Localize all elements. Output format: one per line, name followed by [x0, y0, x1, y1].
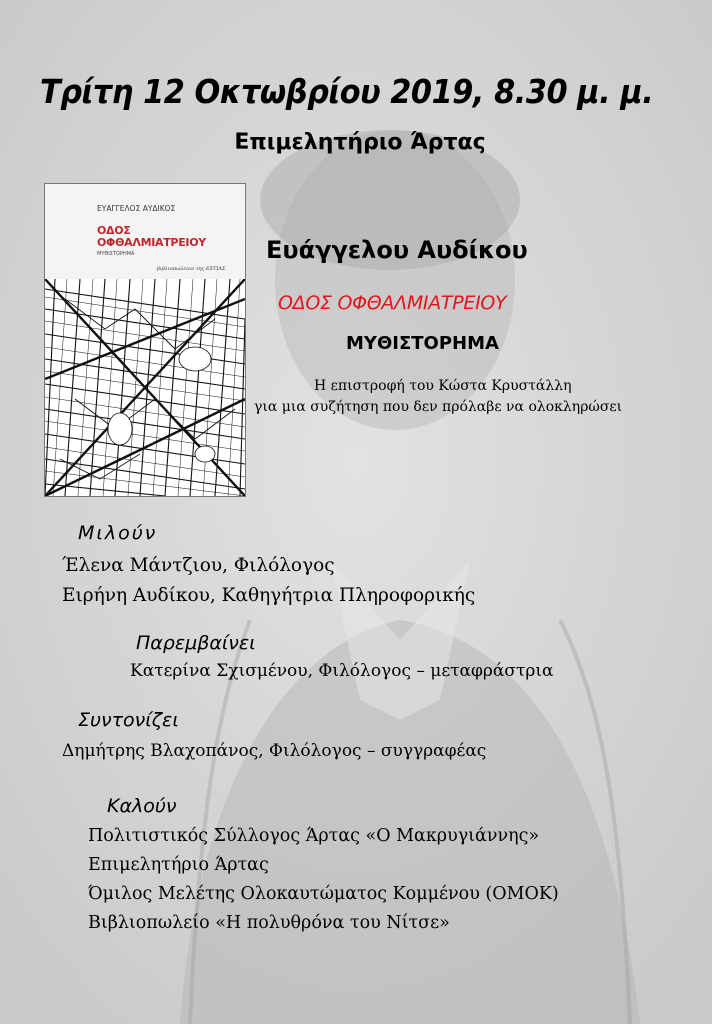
moderator-heading: Συντονίζει — [78, 709, 179, 731]
host-3: Όμιλος Μελέτης Ολοκαυτώματος Κομμένου (ΟΜΟΚ) — [88, 884, 559, 904]
book-cover-header — [45, 184, 245, 279]
hosts-heading: Καλούν — [107, 795, 177, 817]
book-cover-image — [44, 183, 246, 497]
book-cover-subtitle: ΜΥΘΙΣΤΟΡΗΜΑ — [97, 251, 135, 257]
host-2: Επιμελητήριο Άρτας — [88, 855, 269, 875]
book-title: ΟΔΟΣ ΟΦΘΑΛΜΙΑΤΡΕΙΟΥ — [278, 292, 507, 314]
intervenes-person: Κατερίνα Σχισμένου, Φιλόλογος – μεταφράστρια — [130, 661, 554, 681]
book-cover-title-2: ΟΦΘΑΛΜΙΑΤΡΕΙΟΥ — [97, 236, 206, 249]
speaker-2: Ειρήνη Αυδίκου, Καθηγήτρια Πληροφορικής — [62, 585, 476, 606]
book-genre: ΜΥΘΙΣΤΟΡΗΜΑ — [346, 333, 499, 354]
city-map-illustration — [45, 279, 245, 496]
moderator-person: Δημήτρης Βλαχοπάνος, Φιλόλογος – συγγραφέας — [62, 741, 487, 761]
host-1: Πολιτιστικός Σύλλογος Άρτας «Ο Μακρυγιάννης» — [88, 826, 540, 846]
book-author: Ευάγγελου Αυδίκου — [266, 236, 528, 264]
speaker-1: Έλενα Μάντζιου, Φιλόλογος — [62, 555, 335, 576]
book-cover-publisher: βιβλιοπωλείον της ΕΣΤΙΑΣ — [157, 266, 226, 272]
event-venue: Επιμελητήριο Άρτας — [234, 130, 486, 155]
intervenes-heading: Παρεμβαίνει — [136, 632, 256, 654]
speakers-heading: Μιλούν — [78, 522, 158, 544]
host-4: Βιβλιοπωλείο «Η πολυθρόνα του Νίτσε» — [88, 913, 450, 933]
book-description-line-1: Η επιστροφή του Κώστα Κρυστάλλη — [314, 378, 572, 394]
book-cover-author: ΕΥΑΓΓΕΛΟΣ ΑΥΔΙΚΟΣ — [97, 204, 176, 213]
book-cover-title-1: ΟΔΟΣ — [97, 224, 131, 237]
book-description-line-2: για μια συζήτηση που δεν πρόλαβε να ολοκληρώσει — [254, 399, 623, 415]
event-date-time: Τρίτη 12 Οκτωβρίου 2019, 8.30 μ. μ. — [40, 72, 654, 111]
